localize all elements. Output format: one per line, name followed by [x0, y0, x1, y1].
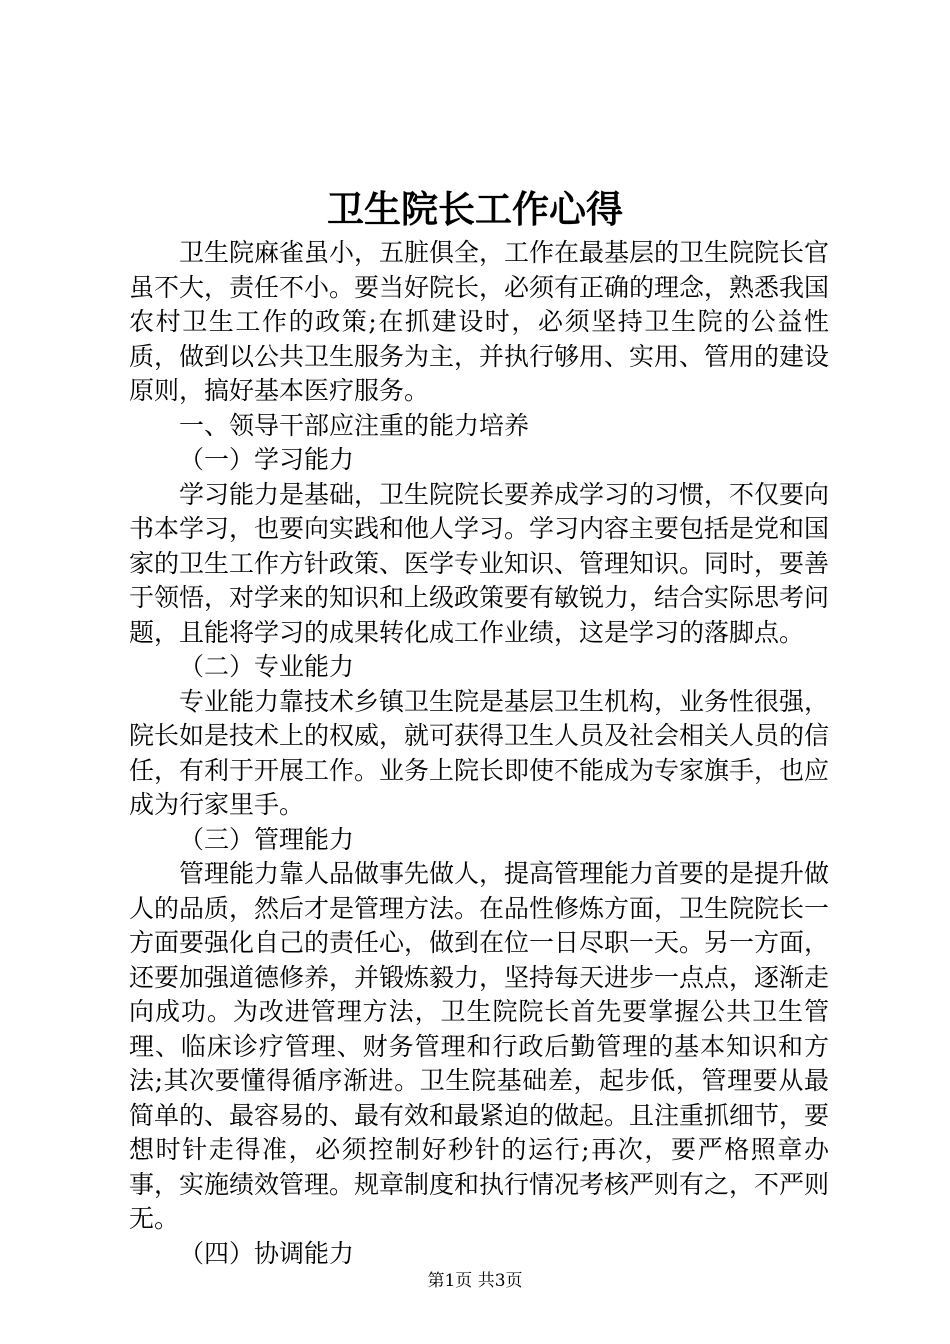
subsection-heading-professional: （二）专业能力 — [179, 652, 355, 681]
paragraph-professional: 专业能力靠技术乡镇卫生院是基层卫生机构，业务性很强，院长如是技术上的权威，就可获得卫生人员及社会相关人员的信任，有利于开展工作。业务上院长即使不能成为专家旗手，也应成为行家里手。 — [129, 686, 830, 819]
section-heading-1: 一、领导干部应注重的能力培养 — [179, 410, 530, 440]
document-body — [129, 236, 829, 1271]
paragraph-learning: 学习能力是基础，卫生院院长要养成学习的习惯，不仅要向书本学习，也要向实践和他人学习。学习内容主要包括是党和国家的卫生工作方针政策、医学专业知识、管理知识。同时，要善于领悟，对学来的知识和上级政策要有敏锐力，结合实际思考问题，且能将学习的成果转化成工作业绩，这是学习的落脚点。 — [129, 479, 830, 647]
paragraph-intro: 卫生院麻雀虽小，五脏俱全，工作在最基层的卫生院院长官虽不大，责任不小。要当好院长，必须有正确的理念，熟悉我国农村卫生工作的政策;在抓建设时，必须坚持卫生院的公益性质，做到以公共卫生服务为主，并执行够用、实用、管用的建设原则，搞好基本医疗服务。 — [129, 238, 830, 405]
subsection-heading-coordination: （四）协调能力 — [179, 1238, 355, 1268]
subsection-heading-learning: （一）学习能力 — [179, 445, 355, 474]
page-footer: 第1页 共3页 — [427, 1271, 523, 1291]
document-title: 卫生院长工作心得 — [327, 187, 623, 231]
subsection-heading-management: （三）管理能力 — [179, 824, 355, 854]
paragraph-management: 管理能力靠人品做事先做人，提高管理能力首要的是提升做人的品质，然后才是管理方法。在品性修炼方面，卫生院院长一方面要强化自己的责任心，做到在位一日尽职一天。另一方面，还要加强道德修养，并锻炼毅力，坚持每天进步一点点，逐渐走向成功。为改进管理方法，卫生院院长首先要掌握公共卫生管理、临床诊疗管理、财务管理和行政后勤管理的基本知识和方法;其次要懂得循序渐进。卫生院基础差，起步低，管理要从最简单的、最容易的、最有效和最紧迫的做起。且注重抓细节，要想时针走得准，必须控制好秒针的运行;再次，要严格照章办事，实施绩效管理。规章制度和执行情况考核严则有之，不严则无。 — [129, 859, 830, 1233]
